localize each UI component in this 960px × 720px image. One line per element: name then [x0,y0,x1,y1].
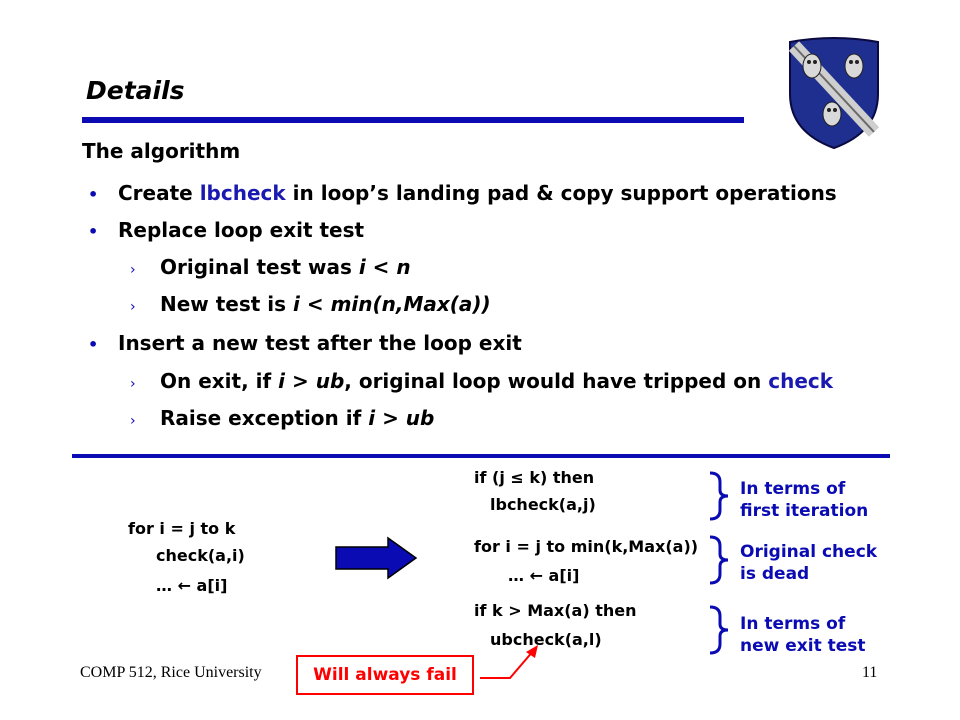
sub-bullet-1 [130,255,411,279]
bullet-italic: i > ub [368,406,435,430]
bullet-text: , original loop would have tripped on [344,369,769,393]
slide-title: Details [86,76,185,105]
highlight-lbcheck: lbcheck [199,181,286,205]
code-right-line-2: lbcheck(a,j) [490,495,596,514]
bullet-3 [88,331,522,355]
right-arrow-icon [334,536,418,580]
sub-bullet-glyph: › [130,299,136,315]
highlight-check: check [768,369,834,393]
note-line: first iteration [740,501,869,521]
sub-bullet-3 [130,369,834,393]
code-left-line-3: … ← a[i] [156,576,228,595]
bullet-text: Insert a new test after the loop exit [118,331,522,355]
code-right-line-4: … ← a[i] [508,566,580,585]
note-first-iteration [740,478,868,522]
note-line: is dead [740,564,810,584]
sub-bullet-glyph: › [130,262,136,278]
code-right-line-5: if k > Max(a) then [474,601,637,620]
bullet-text: Original test was [160,255,359,279]
bullet-text: Raise exception if [160,406,369,430]
code-left-line-2: check(a,i) [156,546,245,565]
subheading: The algorithm [82,139,241,163]
sub-bullet-glyph: › [130,413,136,429]
note-check-dead [740,541,877,585]
bullet-text: New test is [160,292,294,316]
code-right-line-3: for i = j to min(k,Max(a)) [474,537,699,556]
brace-icon [706,470,732,522]
note-line: In terms of [740,479,846,499]
bullet-text: in loop’s landing pad & copy support operations [285,181,837,205]
bullet-1 [88,181,837,205]
note-line: new exit test [740,636,866,656]
brace-icon [706,604,732,656]
bullet-text: Create [118,181,200,205]
note-new-exit-test [740,613,866,657]
bullet-text: Replace loop exit test [118,218,365,242]
bullet-text: On exit, if [160,369,279,393]
bullet-glyph: • [88,335,99,354]
code-right-line-1: if (j ≤ k) then [474,468,595,487]
sub-bullet-glyph: › [130,376,136,392]
callout-arrow-icon [478,642,542,682]
bullet-italic: i < n [358,255,411,279]
bullet-glyph: • [88,222,99,241]
footer-course: COMP 512, Rice University [80,664,262,681]
title-rule [82,117,744,123]
bullet-2 [88,218,365,242]
brace-icon [706,534,732,586]
section-rule [72,454,890,458]
note-line: In terms of [740,614,846,634]
page-number: 11 [862,664,878,681]
callout-box [296,655,474,695]
bullet-italic: i < min(n,Max(a)) [293,292,491,316]
code-right-line-6: ubcheck(a,l) [490,630,602,649]
bullet-glyph: • [88,185,99,204]
bullet-italic: i > ub [278,369,345,393]
callout-text: Will always fail [313,665,457,685]
sub-bullet-4 [130,406,435,430]
sub-bullet-2 [130,292,491,316]
rice-owl-shield-icon [786,36,882,152]
code-left-line-1: for i = j to k [128,519,236,538]
note-line: Original check [740,542,878,562]
